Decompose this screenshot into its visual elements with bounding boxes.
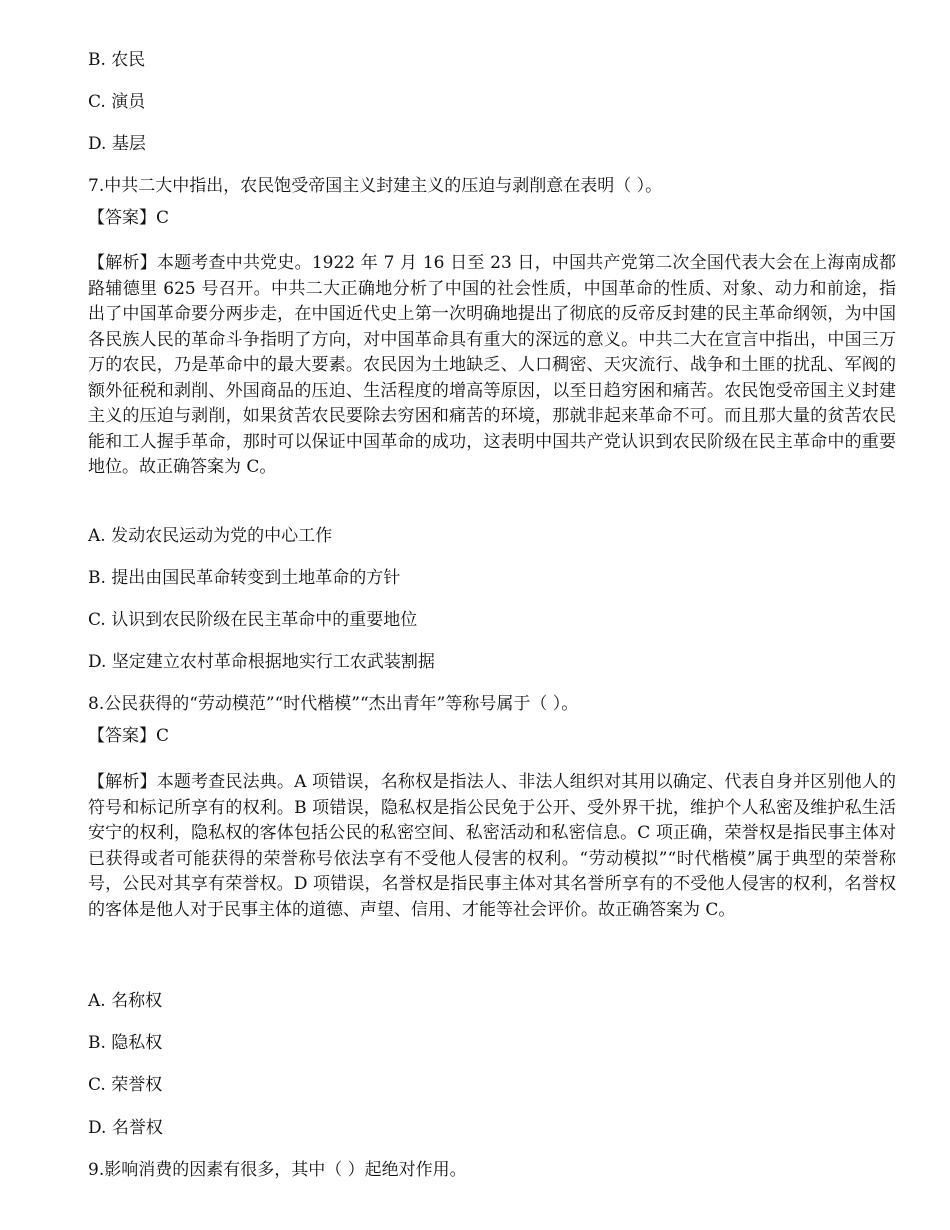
q6-option-b: B. 农民 xyxy=(88,50,146,70)
q8-option-c: C. 荣誉权 xyxy=(88,1075,163,1095)
q8-option-a: A. 名称权 xyxy=(88,991,163,1011)
q7-option-c: C. 认识到农民阶级在民主革命中的重要地位 xyxy=(88,610,418,630)
q7-answer: 【答案】C xyxy=(88,208,170,228)
q8-option-d: D. 名誉权 xyxy=(88,1118,163,1138)
q7-option-b: B. 提出由国民革命转变到土地革命的方针 xyxy=(88,568,401,588)
q9-question: 9.影响消费的因素有很多，其中（ ）起绝对作用。 xyxy=(88,1160,467,1180)
q7-question: 7.中共二大中指出，农民饱受帝国主义封建主义的压迫与剥削意在表明（ ）。 xyxy=(88,176,663,196)
q7-analysis: 【解析】本题考查中共党史。1922 年 7 月 16 日至 23 日，中国共产党第二次全国代表大会在上海南成都路辅德里 625 号召开。中共二大正确地分析了中国的社会性质，中国革命的性质、对象、动力和前途，指出了中国革命要分两步走，在中国近代史上第一次明确地提出了彻底的反帝反封建的民主革命纲领，为中国各民族人民的革命斗争指明了方向，对中国革命具有重大的深远的意义。中共二大在宣言中指出，中国三万万的农民，乃是革命中的最大要素。农民因为土地缺乏、人口稠密、天灾流行、战争和土匪的扰乱、军阀的额外征税和剥削、外国商品的压迫、生活程度的增高等原因，以至日趋穷困和痛苦。农民饱受帝国主义封建主义的压迫与剥削，如果贫苦农民要除去穷困和痛苦的环境，那就非起来革命不可。而且那大量的贫苦农民能和工人握手革命，那时可以保证中国革命的成功，这表明中国共产党认识到农民阶级在民主革命中的重要地位。故正确答案为 C。 xyxy=(88,253,896,477)
q8-analysis: 【解析】本题考查民法典。A 项错误，名称权是指法人、非法人组织对其用以确定、代表自身并区别他人的符号和标记所享有的权利。B 项错误，隐私权是指公民免于公开、受外界干扰，维护个人私密及维护私生活安宁的权利，隐私权的客体包括公民的私密空间、私密活动和私密信息。C 项正确，荣誉权是指民事主体对已获得或者可能获得的荣誉称号依法享有不受他人侵害的权利。“劳动模拟”“时代楷模”属于典型的荣誉称号，公民对其享有荣誉权。D 项错误，名誉权是指民事主体对其名誉所享有的不受他人侵害的权利，名誉权的客体是他人对于民事主体的道德、声望、信用、才能等社会评价。故正确答案为 C。 xyxy=(88,772,896,920)
q7-option-a: A. 发动农民运动为党的中心工作 xyxy=(88,526,333,546)
q6-option-d: D. 基层 xyxy=(88,134,146,154)
q8-question: 8.公民获得的“劳动模范”“时代楷模”“杰出青年”等称号属于（ ）。 xyxy=(88,694,579,714)
q6-option-c: C. 演员 xyxy=(88,92,146,112)
q8-answer: 【答案】C xyxy=(88,726,170,746)
q8-option-b: B. 隐私权 xyxy=(88,1033,163,1053)
q7-option-d: D. 坚定建立农村革命根据地实行工农武装割据 xyxy=(88,652,435,672)
